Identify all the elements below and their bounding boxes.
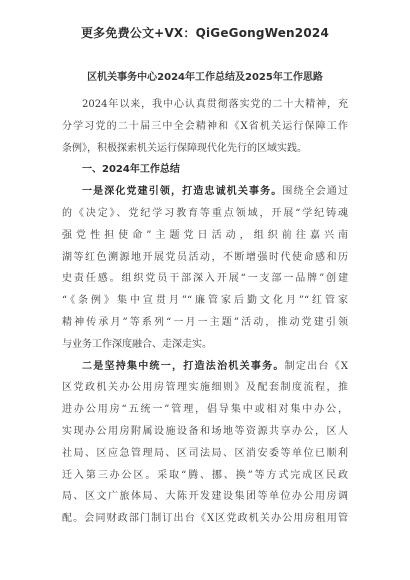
paragraph-line: 区党政机关办公用房管理实施细则》及配套制度流程，推 <box>62 382 348 394</box>
paragraph-line: 社局、区应急管理局、区司法局、区消安委等单位已顺利 <box>62 447 348 459</box>
paragraph-line: 的《决定》、党纪学习教育等重点领域，开展“学纪铸魂 <box>62 207 348 219</box>
paragraph-line: 史责任感。组织党员干部深入开展“一支部一品牌”创建 <box>62 273 348 285</box>
item-text: 围绕全会通过 <box>282 186 349 198</box>
item-lead: 一是深化党建引领，打造忠诚机关事务。 <box>82 186 283 198</box>
document-body <box>62 94 348 530</box>
paragraph-line: “《条例》集中宣贯月”“廉管家后勤文化月”“红管家 <box>62 295 348 307</box>
watermark-banner: 更多免费公文+VX：QiGeGongWen2024 <box>80 26 329 40</box>
paragraph-line: 分学习党的二十届三中全会精神和《X省机关运行保障工作 <box>62 120 348 132</box>
paragraph-line <box>62 356 348 378</box>
paragraph-line: 配。会同财政部门制订出台《X区党政机关办公用房租用管 <box>62 513 348 525</box>
paragraph-line: 实现办公用房附属设施设备和场地等资源共享办公，区人 <box>62 425 348 437</box>
paragraph-line: 局、区文广旅体局、大陈开发建设集团等单位办公用房调 <box>62 491 348 503</box>
section-heading: 一、2024年工作总结 <box>82 164 180 176</box>
paragraph-line: 迁入第三办公区。采取“腾、挪、换”等方式完成区民政 <box>62 469 348 481</box>
paragraph-line <box>62 181 348 203</box>
item-lead: 二是坚持集中统一，打造法治机关事务。 <box>82 360 285 372</box>
item-text: 制定出台《X <box>284 360 349 372</box>
paragraph-line: 精神传承月”等系列“一月一主题”活动，推动党建引领 <box>62 316 348 328</box>
document-title: 区机关事务中心2024年工作总结及2025年工作思路 <box>87 72 323 83</box>
paragraph-line: 湖等红色溯源地开展党员活动，不断增强时代使命感和历 <box>62 251 348 263</box>
paragraph-line: 强党性担使命”主题党日活动，组织前往嘉兴南 <box>62 229 348 241</box>
paragraph-line: 条例》，积极探索机关运行保障现代化先行的区域实践。 <box>62 142 307 154</box>
paragraph-line: 与业务工作深度融合、走深走实。 <box>62 338 212 350</box>
paragraph-line: 进办公用房“五统一”管理，倡导集中或相对集中办公， <box>62 404 348 416</box>
paragraph-line: 2024年以来，我中心认真贯彻落实党的二十大精神，充 <box>82 99 348 110</box>
